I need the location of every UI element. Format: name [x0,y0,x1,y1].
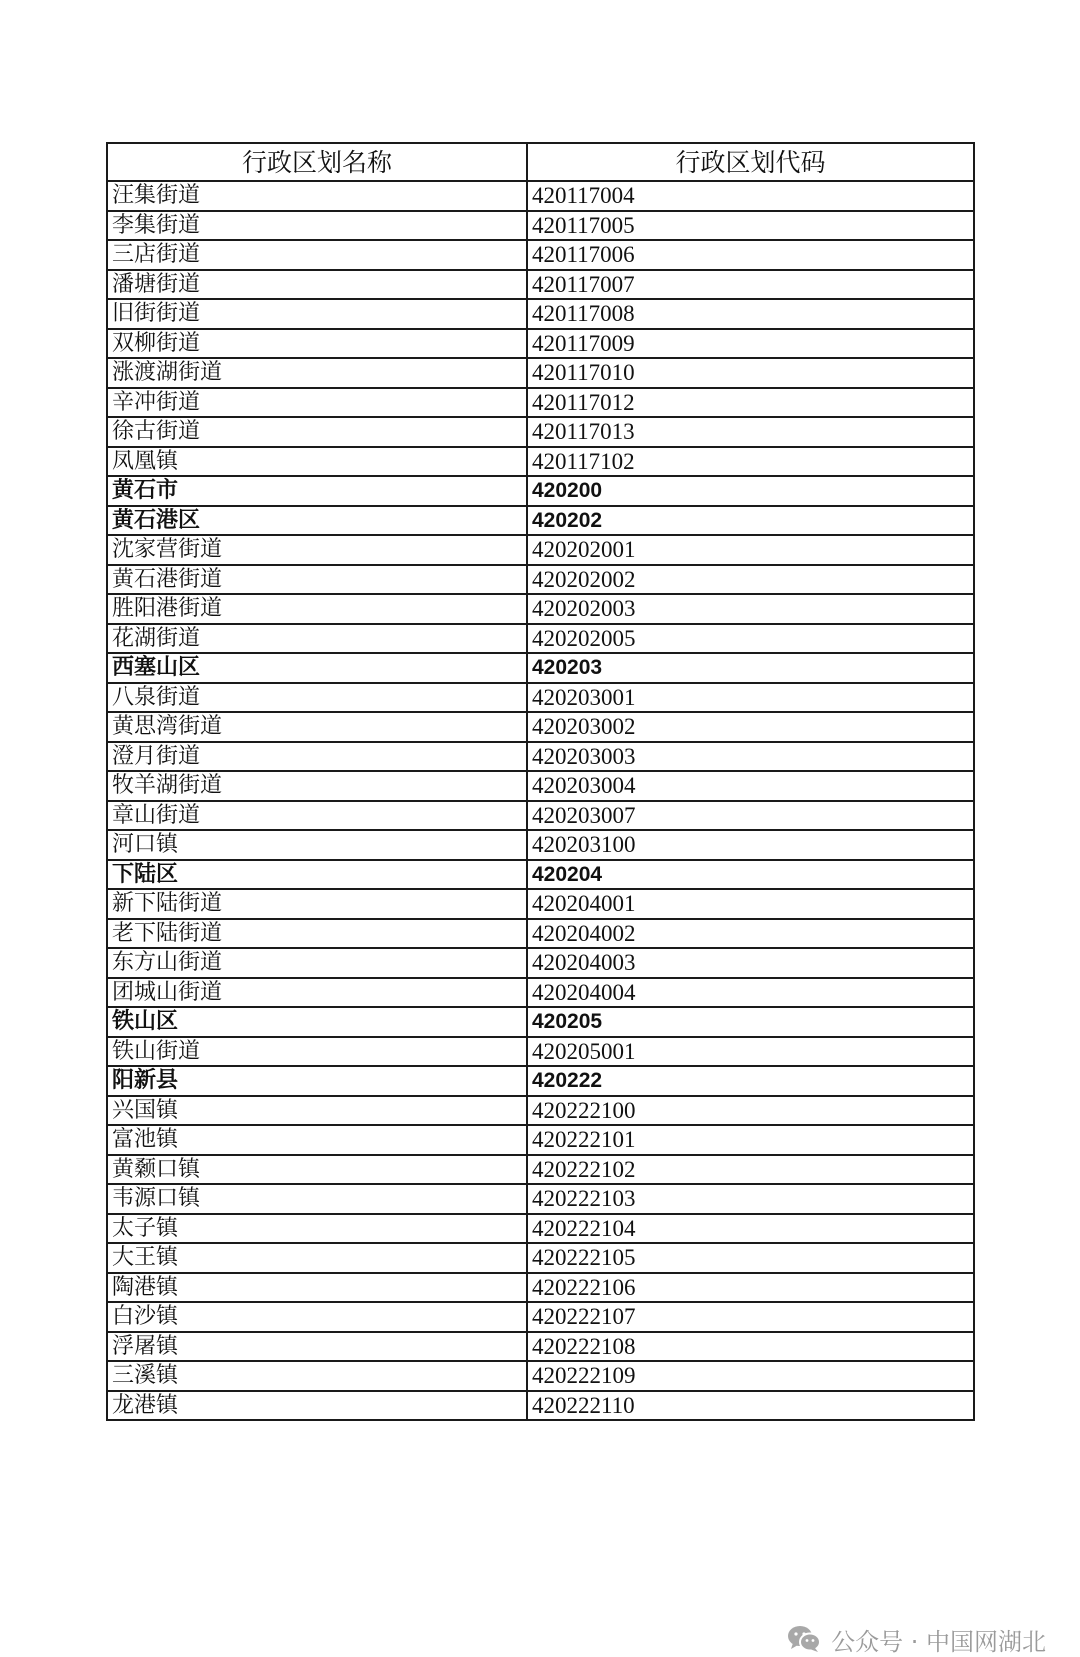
division-name-cell: 凤凰镇 [107,447,527,477]
division-code-cell: 420117012 [527,388,974,418]
division-code-cell: 420117005 [527,211,974,241]
division-name-cell: 西塞山区 [107,653,527,683]
division-code-cell: 420205001 [527,1037,974,1067]
division-name-cell: 铁山街道 [107,1037,527,1067]
division-code-cell: 420222100 [527,1096,974,1126]
table-row [107,889,974,919]
division-code-cell: 420117004 [527,181,974,211]
division-code-cell: 420222107 [527,1302,974,1332]
division-code-cell: 420222 [527,1066,974,1096]
division-name-cell: 黄石港区 [107,506,527,536]
division-name-cell: 黄石市 [107,476,527,506]
table-row [107,211,974,241]
table-body [107,181,974,1420]
division-code-cell: 420222109 [527,1361,974,1391]
division-code-cell: 420203004 [527,771,974,801]
division-name-cell: 胜阳港街道 [107,594,527,624]
division-code-cell: 420204001 [527,889,974,919]
division-name-cell: 沈家营街道 [107,535,527,565]
division-name-cell: 黄石港街道 [107,565,527,595]
division-code-cell: 420204003 [527,948,974,978]
division-name-cell: 三店街道 [107,240,527,270]
table-row [107,712,974,742]
division-name-cell: 大王镇 [107,1243,527,1273]
division-name-cell: 双柳街道 [107,329,527,359]
division-name-cell: 富池镇 [107,1125,527,1155]
division-code-cell: 420204002 [527,919,974,949]
table-row [107,919,974,949]
table-row [107,329,974,359]
division-code-cell: 420222108 [527,1332,974,1362]
division-name-cell: 下陆区 [107,860,527,890]
table-row [107,653,974,683]
header-row [107,143,974,181]
table-row [107,860,974,890]
division-name-cell: 汪集街道 [107,181,527,211]
division-code-cell: 420117010 [527,358,974,388]
table-row [107,1214,974,1244]
division-code-cell: 420202002 [527,565,974,595]
watermark-text: 公众号 · 中国网湖北 [831,1627,1046,1656]
division-name-cell: 章山街道 [107,801,527,831]
division-code-cell: 420117013 [527,417,974,447]
table-row [107,1302,974,1332]
division-code-cell: 420203002 [527,712,974,742]
division-name-cell: 太子镇 [107,1214,527,1244]
division-name-cell: 龙港镇 [107,1391,527,1421]
division-name-cell: 李集街道 [107,211,527,241]
division-code-cell: 420200 [527,476,974,506]
division-code-cell: 420117007 [527,270,974,300]
table-row [107,801,974,831]
table-row [107,1096,974,1126]
table-row [107,1037,974,1067]
table-row [107,683,974,713]
table-row [107,771,974,801]
header-code: 行政区划代码 [527,143,974,181]
division-code-cell: 420203 [527,653,974,683]
division-name-cell: 黄思湾街道 [107,712,527,742]
table-row [107,1361,974,1391]
table-row [107,1155,974,1185]
table-row [107,1391,974,1421]
division-code-cell: 420222106 [527,1273,974,1303]
division-name-cell: 铁山区 [107,1007,527,1037]
table-row [107,594,974,624]
table-row [107,535,974,565]
table-row [107,447,974,477]
division-name-cell: 东方山街道 [107,948,527,978]
division-name-cell: 白沙镇 [107,1302,527,1332]
division-name-cell: 新下陆街道 [107,889,527,919]
table-row [107,476,974,506]
table-row [107,565,974,595]
division-code-cell: 420117006 [527,240,974,270]
division-code-cell: 420222101 [527,1125,974,1155]
table-row [107,1184,974,1214]
division-code-cell: 420204 [527,860,974,890]
division-code-cell: 420222103 [527,1184,974,1214]
division-code-cell: 420202003 [527,594,974,624]
division-code-cell: 420222104 [527,1214,974,1244]
table-row [107,270,974,300]
table-row [107,1273,974,1303]
division-name-cell: 老下陆街道 [107,919,527,949]
table-row [107,358,974,388]
division-code-cell: 420203003 [527,742,974,772]
division-code-cell: 420204004 [527,978,974,1008]
division-code-cell: 420202005 [527,624,974,654]
division-name-cell: 澄月街道 [107,742,527,772]
division-name-cell: 辛冲街道 [107,388,527,418]
table-row [107,299,974,329]
division-name-cell: 牧羊湖街道 [107,771,527,801]
table-row [107,1066,974,1096]
division-code-cell: 420117008 [527,299,974,329]
table-row [107,1007,974,1037]
admin-division-table [106,142,975,1421]
header-name: 行政区划名称 [107,143,527,181]
division-code-cell: 420117009 [527,329,974,359]
watermark [787,1622,1046,1656]
division-code-cell: 420117102 [527,447,974,477]
division-name-cell: 旧街街道 [107,299,527,329]
table-row [107,388,974,418]
table-row [107,181,974,211]
division-name-cell: 徐古街道 [107,417,527,447]
division-name-cell: 涨渡湖街道 [107,358,527,388]
table-header [107,143,974,181]
division-code-cell: 420222110 [527,1391,974,1421]
division-name-cell: 团城山街道 [107,978,527,1008]
division-code-cell: 420222105 [527,1243,974,1273]
table-row [107,1332,974,1362]
table-row [107,1125,974,1155]
division-name-cell: 阳新县 [107,1066,527,1096]
table-row [107,506,974,536]
division-code-cell: 420202 [527,506,974,536]
division-name-cell: 韦源口镇 [107,1184,527,1214]
table-row [107,830,974,860]
division-code-cell: 420203001 [527,683,974,713]
division-name-cell: 陶港镇 [107,1273,527,1303]
division-name-cell: 三溪镇 [107,1361,527,1391]
division-name-cell: 河口镇 [107,830,527,860]
table-row [107,978,974,1008]
division-name-cell: 兴国镇 [107,1096,527,1126]
division-name-cell: 浮屠镇 [107,1332,527,1362]
division-name-cell: 黄颡口镇 [107,1155,527,1185]
division-code-cell: 420203100 [527,830,974,860]
division-name-cell: 潘塘街道 [107,270,527,300]
division-code-cell: 420222102 [527,1155,974,1185]
table-row [107,240,974,270]
division-name-cell: 八泉街道 [107,683,527,713]
wechat-icon [787,1625,821,1653]
table-row [107,742,974,772]
table-row [107,417,974,447]
division-code-cell: 420202001 [527,535,974,565]
table-row [107,624,974,654]
table-row [107,1243,974,1273]
division-name-cell: 花湖街道 [107,624,527,654]
division-code-cell: 420203007 [527,801,974,831]
table-row [107,948,974,978]
division-code-cell: 420205 [527,1007,974,1037]
